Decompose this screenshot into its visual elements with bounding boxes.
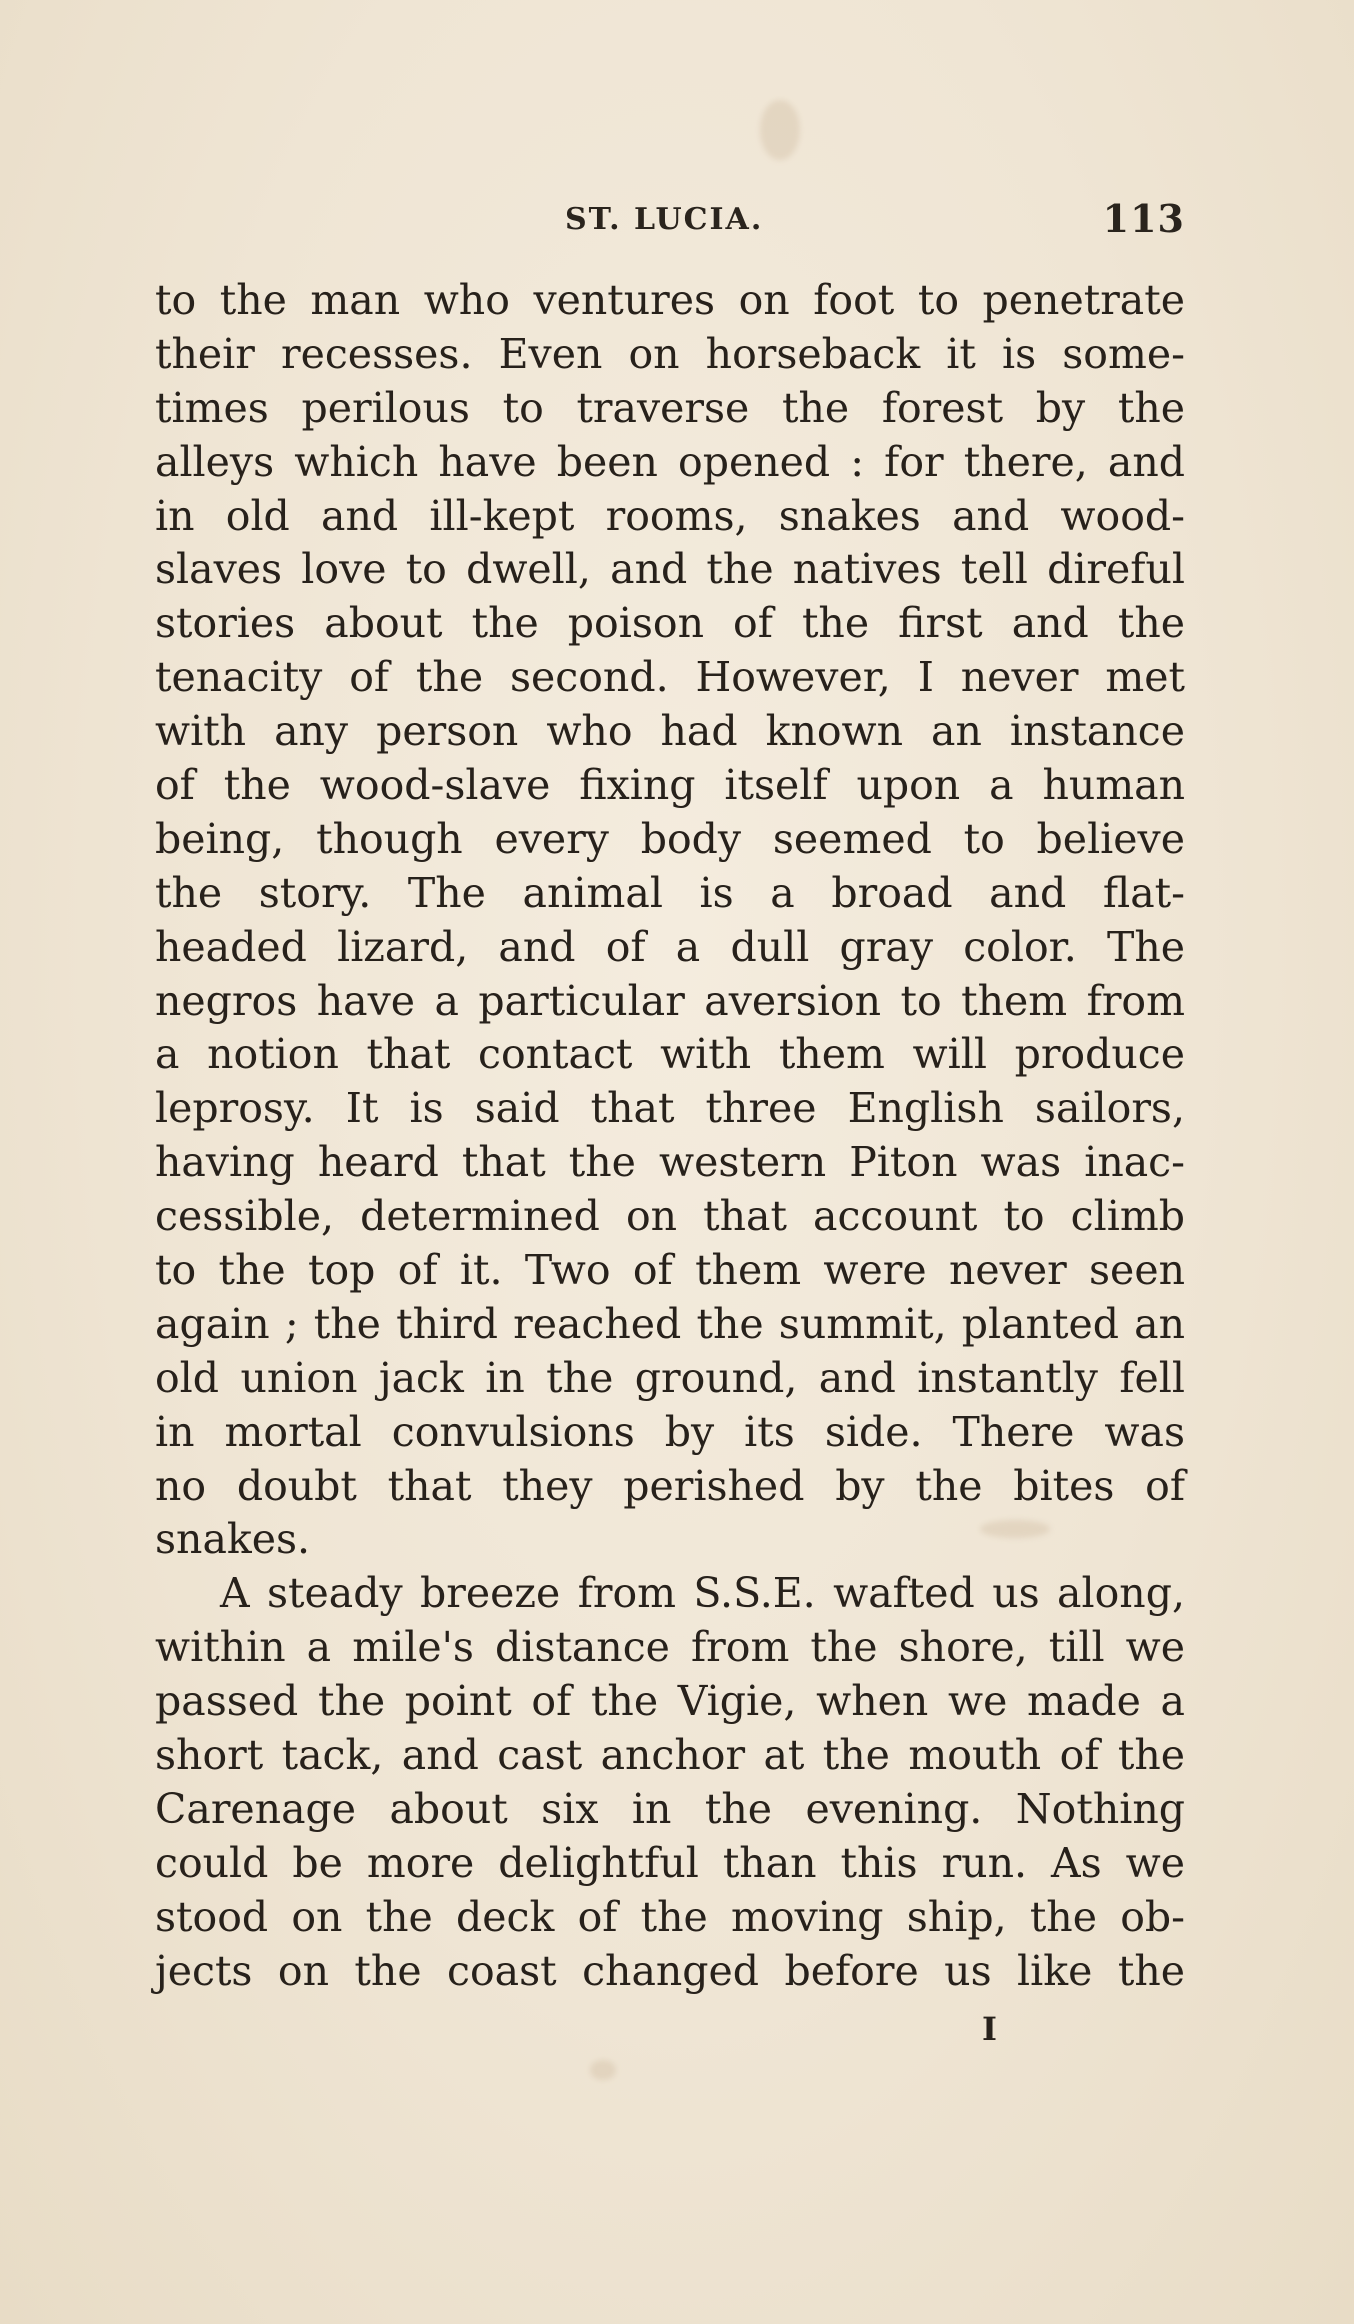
- text-line: cessible, determined on that account to climb: [155, 1192, 1185, 1241]
- text-line: the story. The animal is a broad and flat-: [155, 868, 1185, 917]
- text-line: in mortal convulsions by its side. There was: [155, 1407, 1185, 1456]
- text-line: negros have a particular aversion to them from: [155, 976, 1185, 1025]
- paper-stain: [590, 2060, 616, 2080]
- text-line: could be more delightful than this run. As we: [155, 1838, 1185, 1887]
- paragraph-last-line: snakes.: [155, 1515, 311, 1564]
- text-line: being, though every body seemed to believe: [155, 814, 1185, 863]
- text-line: short tack, and cast anchor at the mouth of the: [155, 1731, 1185, 1780]
- running-title: ST. LUCIA.: [565, 202, 764, 237]
- text-line: jects on the coast changed before us like the: [155, 1946, 1185, 1995]
- signature-mark: I: [982, 2010, 997, 2048]
- text-line: to the man who ventures on foot to penetrate: [155, 276, 1185, 324]
- paragraph-first-line: A steady breeze from S.S.E. wafted us along,: [220, 1569, 1185, 1618]
- text-line: old union jack in the ground, and instantly fell: [155, 1353, 1185, 1402]
- text-line: in old and ill-kept rooms, snakes and wood-: [155, 491, 1185, 540]
- text-line: passed the point of the Vigie, when we made a: [155, 1677, 1185, 1726]
- text-line: a notion that contact with them will produce: [155, 1030, 1185, 1079]
- running-head: [155, 196, 1185, 244]
- page-number: 113: [1102, 196, 1185, 241]
- text-line: their recesses. Even on horseback it is some-: [155, 329, 1185, 378]
- text-line: with any person who had known an instance: [155, 707, 1185, 756]
- text-line: again ; the third reached the summit, planted an: [155, 1299, 1185, 1348]
- text-line: of the wood-slave fixing itself upon a human: [155, 761, 1185, 810]
- text-line: times perilous to traverse the forest by the: [155, 383, 1185, 432]
- text-line: having heard that the western Piton was inac-: [155, 1138, 1185, 1187]
- paper-stain: [760, 100, 800, 160]
- text-line: Carenage about six in the evening. Nothing: [155, 1784, 1185, 1833]
- text-line: stories about the poison of the first and the: [155, 599, 1185, 648]
- body-text: [155, 274, 1185, 1999]
- text-line: within a mile's distance from the shore, till we: [155, 1623, 1185, 1672]
- text-line: no doubt that they perished by the bites of: [155, 1461, 1185, 1510]
- text-line: leprosy. It is said that three English sailors,: [155, 1084, 1185, 1133]
- text-line: stood on the deck of the moving ship, the ob-: [155, 1892, 1185, 1941]
- text-line: to the top of it. Two of them were never seen: [155, 1246, 1185, 1295]
- text-line: slaves love to dwell, and the natives tell direful: [155, 545, 1185, 594]
- text-line: alleys which have been opened : for there, and: [155, 437, 1185, 486]
- text-line: tenacity of the second. However, I never met: [155, 653, 1185, 702]
- text-line: headed lizard, and of a dull gray color. The: [155, 922, 1185, 971]
